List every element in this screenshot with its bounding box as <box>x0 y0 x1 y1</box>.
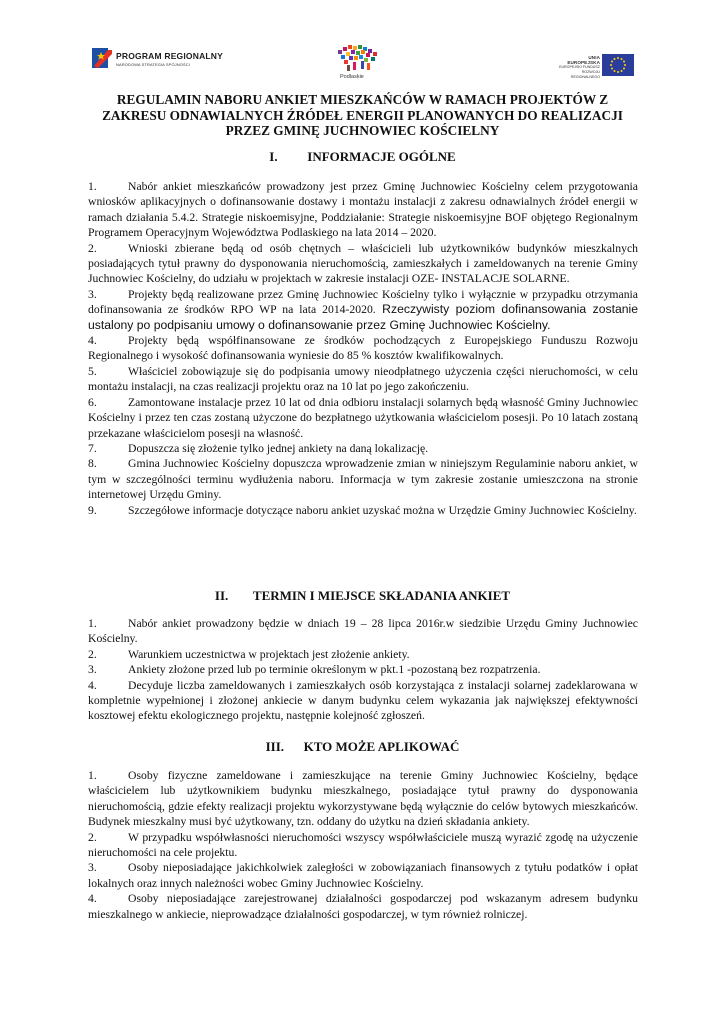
section-1-number: I. <box>269 149 278 164</box>
podlaskie-logo <box>336 44 382 82</box>
section-2-list <box>88 616 638 724</box>
item-number: 7. <box>88 441 97 455</box>
podlaskie-bison-icon <box>336 44 382 74</box>
item-text: Warunkiem uczestnictwa w projektach jest złożenie ankiety. <box>128 647 410 661</box>
program-regionalny-logo <box>92 44 222 80</box>
section-2-title: TERMIN I MIEJSCE SKŁADANIA ANKIET <box>252 588 511 603</box>
item-text: Ankiety złożone przed lub po terminie określonym w pkt.1 -pozostaną bez rozpatrzenia. <box>128 663 541 677</box>
item-text: W przypadku współwłasności nieruchomości wszyscy współwłaściciele muszą wyrazić zgodę na użyczenie nieruchomości na cele projektu. <box>88 830 638 860</box>
item-text: Dopuszcza się złożenie tylko jednej ankiety na daną lokalizację. <box>128 441 429 455</box>
list-item <box>88 503 638 518</box>
item-text: Szczegółowe informacje dotyczące naboru ankiet uzyskać można w Urzędzie Gminy Juchnowiec Kościelny. <box>128 503 637 517</box>
item-text: Decyduje liczba zameldowanych i zamieszkałych osób korzystająca z instalacji solarnej zadeklarowana w kompletnie wypełnionej i złożonej ankiecie w danym budynku celem wykazania jak największej efektywności kosztowej efektu ekologicznego projektu, następnie kolejność zgłoszeń. <box>88 678 638 723</box>
item-text-sans: Rzeczywisty poziom dofinansowania zostanie ustalony po podpisaniu umowy o dofinansowanie przez Gminę Juchnowiec Kościelny. <box>88 302 638 332</box>
item-text: Projekty będą współfinansowane ze środków pochodzących z Europejskiego Funduszu Rozwoju Regionalnego i wysokość dofinansowania wyniesie do 85 % kosztów kwalifikowalnych. <box>88 334 638 363</box>
section-3-title: KTO MOŻE APLIKOWAĆ <box>303 739 460 754</box>
eu-logo <box>556 52 636 80</box>
list-item <box>88 678 638 724</box>
section-3-heading <box>60 739 665 754</box>
item-number: 2. <box>88 241 97 255</box>
item-number: 4. <box>88 892 97 906</box>
list-item <box>88 179 638 241</box>
program-regionalny-subtitle: NARODOWA STRATEGIA SPÓJNOŚCI <box>116 62 190 67</box>
list-item <box>88 662 638 677</box>
title-line-3: PRZEZ GMINĘ JUCHNOWIEC KOŚCIELNY <box>225 123 500 139</box>
eu-line-1: UNIA EUROPEJSKA <box>567 55 600 65</box>
item-number: 6. <box>88 395 97 409</box>
list-item <box>88 830 638 861</box>
list-item <box>88 456 638 502</box>
item-number: 9. <box>88 503 97 517</box>
list-item <box>88 616 638 647</box>
item-text: Właściciel zobowiązuje się do podpisania umowy nieodpłatnego użyczenia części nieruchomości, w celu montażu instalacji, na czas realizacji projektu oraz na 10 lat po jego zakończeniu. <box>88 364 638 394</box>
item-text: Osoby nieposiadające zarejestrowanej działalności gospodarczej pod wskazanym adresem budynku mieszkalnego w ankiecie, nieprowadzące działalności gospodarczej, w tym również rolniczej. <box>88 892 638 921</box>
podlaskie-label: Podlaskie <box>340 74 364 80</box>
item-number: 5. <box>88 364 97 378</box>
list-item <box>88 333 638 364</box>
list-item <box>88 364 638 395</box>
document-title <box>60 92 665 139</box>
section-1-heading <box>60 149 665 164</box>
section-2-number: II. <box>214 588 229 603</box>
eu-line-3: ROZWOJU REGIONALNEGO <box>570 70 600 79</box>
list-item <box>88 441 638 456</box>
section-3-number: III. <box>265 739 285 754</box>
item-text <box>88 287 638 333</box>
list-item <box>88 860 638 891</box>
eu-text-block <box>556 55 600 80</box>
title-line-2: ZAKRESU ODNAWIALNYCH ŹRÓDEŁ ENERGII PLANOWANYCH DO REALIZACJI <box>102 107 623 123</box>
item-text: Osoby nieposiadające jakichkolwiek zaległości w zobowiązaniach finansowych z tytułu podatków i opłat lokalnych oraz innych należności wobec Gminy Juchnowiec Kościelny. <box>88 861 638 890</box>
item-number: 1. <box>88 180 97 193</box>
program-regionalny-title: PROGRAM REGIONALNY <box>116 51 224 61</box>
item-number: 1. <box>88 617 97 630</box>
item-number: 1. <box>88 769 97 782</box>
section-1-title: INFORMACJE OGÓLNE <box>307 149 456 164</box>
item-text: Osoby fizyczne zameldowane i zamieszkujące na terenie Gminy Juchnowiec Kościelny, będące właścicielem lub użytkownikiem budynku mieszkalnego, posiadające tytuł prawny do dysponowania nieruchomością, gdzie efekty realizacji projektu wykorzystywane będą wyłącznie do celów bytowych mieszkańców. Budynek mieszkalny musi być użytkowany, tzn. oddany do użytku na dzień składania ankiety. <box>88 769 638 829</box>
item-number: 8. <box>88 457 97 471</box>
list-item <box>88 395 638 441</box>
item-number: 2. <box>88 830 97 844</box>
item-number: 4. <box>88 678 97 692</box>
list-item <box>88 241 638 287</box>
eu-flag-icon <box>602 54 634 76</box>
header-logos <box>0 0 725 92</box>
item-text: Nabór ankiet prowadzony będzie w dniach 19 – 28 lipca 2016r.w siedzibie Urzędu Gminy Juchnowiec Kościelny. <box>88 617 638 646</box>
item-text: Wnioski zbierane będą od osób chętnych – właścicieli lub użytkowników budynków mieszkalnych posiadających tytuł prawny do dysponowania nieruchomością, zamieszkałych i zameldowanych na terenie Gminy Juchnowiec Kościelny, do udziału w projektach w zakresie instalacji OZE- INSTALACJE SOLARNE. <box>88 241 638 286</box>
list-item <box>88 891 638 922</box>
section-2-heading <box>60 588 665 603</box>
item-text: Gmina Juchnowiec Kościelny dopuszcza wprowadzenie zmian w niniejszym Regulaminie naboru ankiet, w tym w szczególności terminu wydłużenia naboru. Informacja w tym zakresie zostanie umieszczona na stronie internetowej Urzędu Gminy. <box>88 457 638 502</box>
eu-line-2: EUROPEJSKI FUNDUSZ <box>559 65 600 69</box>
list-item <box>88 647 638 662</box>
program-regionalny-emblem-icon <box>92 46 112 70</box>
section-3-list <box>88 768 638 922</box>
item-text: Zamontowane instalacje przez 10 lat od dnia odbioru instalacji solarnych będą własność Gminy Juchnowiec Kościelny i przez ten czas zostaną użyczone do bezpłatnego użytkowania właścicielom posesji. Po 10 latach zostaną przekazane właścicielom posesji na własność. <box>88 395 638 440</box>
list-item <box>88 768 638 830</box>
item-number: 3. <box>88 663 97 677</box>
list-item <box>88 287 638 333</box>
title-line-1: REGULAMIN NABORU ANKIET MIESZKAŃCÓW W RAMACH PROJEKTÓW Z <box>116 92 609 107</box>
item-number: 3. <box>88 287 97 301</box>
item-number: 3. <box>88 861 97 875</box>
item-text-serif: Projekty będą realizowane przez Gminę Juchnowiec Kościelny tylko i wyłącznie w przypadku otrzymania dofinansowania ze środków RPO WP na lata 2014-2020. <box>88 287 638 317</box>
item-number: 4. <box>88 334 97 348</box>
item-text: Nabór ankiet mieszkańców prowadzony jest przez Gminę Juchnowiec Kościelny celem przygotowania wniosków aplikacyjnych o dofinansowanie dostawy i montażu instalacji z zakresu odnawialnych źródeł energii w ramach działania 5.4.2. Strategie niskoemisyjne, Poddziałanie: Strategie niskoemisyjne BOF objętego Regionalnym Programem Operacyjnym Województwa Podlaskiego na lata 2014 – 2020. <box>88 180 638 240</box>
item-number: 2. <box>88 647 97 661</box>
section-1-list <box>88 179 638 518</box>
